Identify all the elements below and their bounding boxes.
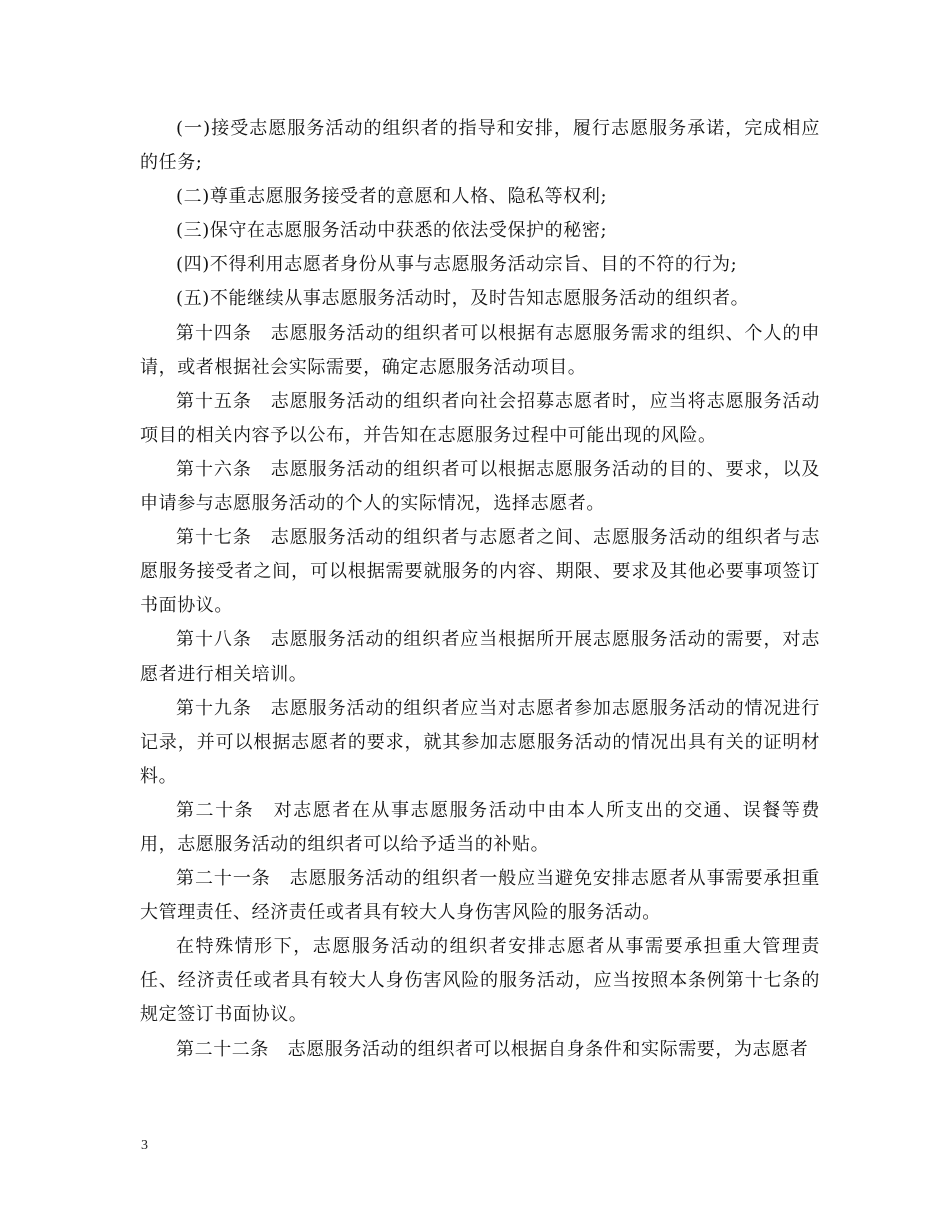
page-number: 3 <box>141 1138 148 1153</box>
paragraph-article-20: 第二十条 对志愿者在从事志愿服务活动中由本人所支出的交通、误餐等费用，志愿服务活动的组织者可以给予适当的补贴。 <box>140 799 820 855</box>
document-body <box>140 112 820 1067</box>
paragraph-article-21: 第二十一条 志愿服务活动的组织者一般应当避免安排志愿者从事需要承担重大管理责任、经济责任或者具有较大人身伤害风险的服务活动。 <box>140 868 820 924</box>
paragraph-article-14: 第十四条 志愿服务活动的组织者可以根据有志愿服务需求的组织、个人的申请，或者根据社会实际需要，确定志愿服务活动项目。 <box>140 322 820 378</box>
paragraph-clause-3: (三)保守在志愿服务活动中获悉的依法受保护的秘密; <box>176 220 608 242</box>
paragraph-article-19: 第十九条 志愿服务活动的组织者应当对志愿者参加志愿服务活动的情况进行记录，并可以根据志愿者的要求，就其参加志愿服务活动的情况出具有关的证明材料。 <box>140 697 820 787</box>
paragraph-clause-4: (四)不得利用志愿者身份从事与志愿服务活动宗旨、目的不符的行为; <box>176 254 738 276</box>
paragraph-clause-5: (五)不能继续从事志愿服务活动时，及时告知志愿服务活动的组织者。 <box>176 288 750 310</box>
paragraph-article-22: 第二十二条 志愿服务活动的组织者可以根据自身条件和实际需要，为志愿者 <box>176 1038 809 1060</box>
paragraph-article-17: 第十七条 志愿服务活动的组织者与志愿者之间、志愿服务活动的组织者与志愿服务接受者之间，可以根据需要就服务的内容、期限、要求及其他必要事项签订书面协议。 <box>140 527 820 617</box>
paragraph-clause-1: (一)接受志愿服务活动的组织者的指导和安排，履行志愿服务承诺，完成相应的任务; <box>140 118 820 174</box>
paragraph-article-18: 第十八条 志愿服务活动的组织者应当根据所开展志愿服务活动的需要，对志愿者进行相关培训。 <box>140 629 820 685</box>
paragraph-article-21-special: 在特殊情形下，志愿服务活动的组织者安排志愿者从事需要承担重大管理责任、经济责任或者具有较大人身伤害风险的服务活动，应当按照本条例第十七条的规定签订书面协议。 <box>140 936 820 1026</box>
paragraph-article-16: 第十六条 志愿服务活动的组织者可以根据志愿服务活动的目的、要求，以及申请参与志愿服务活动的个人的实际情况，选择志愿者。 <box>140 458 820 515</box>
paragraph-clause-2: (二)尊重志愿服务接受者的意愿和人格、隐私等权利; <box>176 186 608 208</box>
paragraph-article-15: 第十五条 志愿服务活动的组织者向社会招募志愿者时，应当将志愿服务活动项目的相关内容予以公布，并告知在志愿服务过程中可能出现的风险。 <box>140 390 820 446</box>
